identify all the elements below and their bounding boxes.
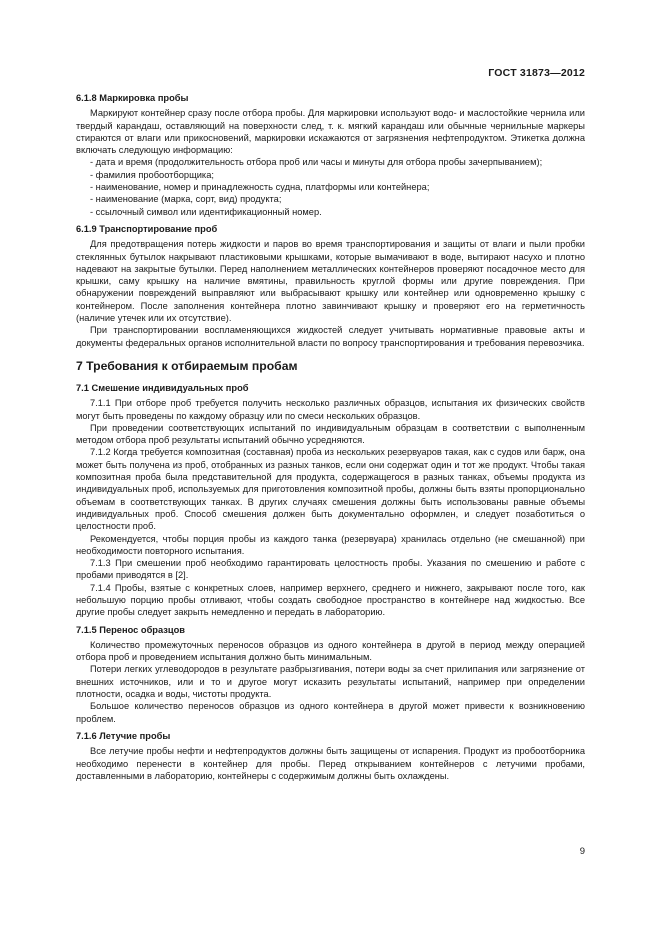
paragraph: Рекомендуется, чтобы порция пробы из каждого танка (резервуара) хранилась отдельно (не смешанной) при необходимости повторного испытания. — [76, 533, 585, 556]
paragraph: Все летучие пробы нефти и нефтепродуктов должны быть защищены от испарения. Продукт из пробоотборника необходимо перенести в контейнер для пробы. Перед открыванием контейнеров с летучими пробами, доставленными в лабораторию, контейнеры с содержимым должны быть охлаждены. — [76, 746, 585, 781]
heading-7-1-5: 7.1.5 Перенос образцов — [76, 624, 186, 635]
heading-6-1-8: 6.1.8 Маркировка пробы — [76, 93, 189, 103]
paragraph: 7.1.2 Когда требуется композитная (составная) проба из нескольких резервуаров такая, как с судов или барж, она может быть получена из проб, отобранных из разных танков, если они содержат один и тот же продукт. Чтобы такая композитная проба была представительной для продукта, содержащегося в разных танках, объемы продукта из индивидуальных проб, используемых для приготовления композитной пробы, должны быть взяты пропорционально объемам в соответствующих танках. В других случаях смешения должны быть использованы равные объемы индивидуальных проб. Способ смешения должен быть документально оформлен, и следует позаботиться о целостности проб. — [76, 447, 585, 532]
paragraph: Маркируют контейнер сразу после отбора пробы. Для маркировки используют водо- и маслостойкие чернила или твердый карандаш, оставляющий на поверхности след, т. к. мягкий карандаш или обычные чернильные маркеры стираются от влаги или прикосновений, маркировки искажаются от загрязнения нефтепродуктом. Этикетка должна включать следующую информацию: — [76, 108, 585, 156]
paragraph: Потери легких углеводородов в результате разбрызгивания, потери воды за счет прилипания или загрязнение от внешних источников, или и то и другое могут исказить результаты испытаний, например при определении плотности, осадка и воды, чистоты продукта. — [76, 664, 585, 700]
paragraph: При проведении соответствующих испытаний по индивидуальным образцам в соответствии с выполненным методом отбора проб результаты испытаний обычно усредняются. — [76, 422, 585, 446]
page-number: 9 — [579, 846, 585, 857]
document-body — [76, 92, 585, 782]
paragraph: 7.1.1 При отборе проб требуется получить несколько различных образцов, испытания их физических свойств могут быть проведены по каждому образцу или по смеси нескольких образцов. — [76, 398, 585, 421]
heading-7-1-6: 7.1.6 Летучие пробы — [76, 730, 171, 741]
paragraph: 7.1.3 При смешении проб необходимо гарантировать целостность пробы. Указания по смешению и работе с пробами приводятся в [2]. — [76, 558, 585, 581]
heading-6-1-9: 6.1.9 Транспортирование проб — [76, 223, 218, 234]
list-item: - наименование, номер и принадлежность судна, платформы или контейнера; — [90, 182, 430, 193]
paragraph: 7.1.4 Пробы, взятые с конкретных слоев, например верхнего, среднего и нижнего, закрывают после того, как небольшую порцию пробы отливают, чтобы создать свободное пространство в контейнере над жидкостью. Все другие пробы следует закрыть немедленно и передать в лабораторию. — [76, 582, 585, 618]
heading-section-7: 7 Требования к отбираемым пробам — [76, 358, 298, 373]
heading-7-1: 7.1 Смешение индивидуальных проб — [76, 382, 249, 393]
paragraph: При транспортировании воспламеняющихся жидкостей следует учитывать нормативные правовые акты и документы федеральных органов исполнительной власти по вопросу транспортирования и требования перевозчика. — [76, 325, 585, 348]
list-item: - ссылочный символ или идентификационный номер. — [90, 206, 322, 217]
list-item: - дата и время (продолжительность отбора проб или часы и минуты для отбора пробы зачерпыванием); — [90, 157, 543, 168]
list-item: - фамилия пробоотборщика; — [90, 169, 214, 180]
paragraph: Для предотвращения потерь жидкости и паров во время транспортирования и защиты от влаги и пыли пробки стеклянных бутылок накрывают пластиковыми крышками, которые вымачивают в воде, вытирают насухо и плотно надевают на закрытые бутылки. Перед наполнением металлических контейнеров проверяют посадочное место для крышки, саму крышку на наличие вмятины, правильность круглой формы или другие повреждения. При обнаружении повреждений выправляют или выбрасывают крышку или контейнер или одновременно крышку с контейнером. После заполнения контейнера плотно завинчивают крышку и проверяют его на герметичность (наличие утечек или их отсутствие). — [76, 239, 585, 324]
paragraph: Большое количество переносов образцов из одного контейнера в другой может привести к возникновению проблем. — [76, 701, 585, 724]
list-item: - наименование (марка, сорт, вид) продукта; — [90, 194, 282, 205]
document-header: ГОСТ 31873—2012 — [488, 67, 585, 79]
paragraph: Количество промежуточных переносов образцов из одного контейнера в другой в период между операцией отбора проб и проведением испытания должно быть минимальным. — [76, 639, 585, 663]
